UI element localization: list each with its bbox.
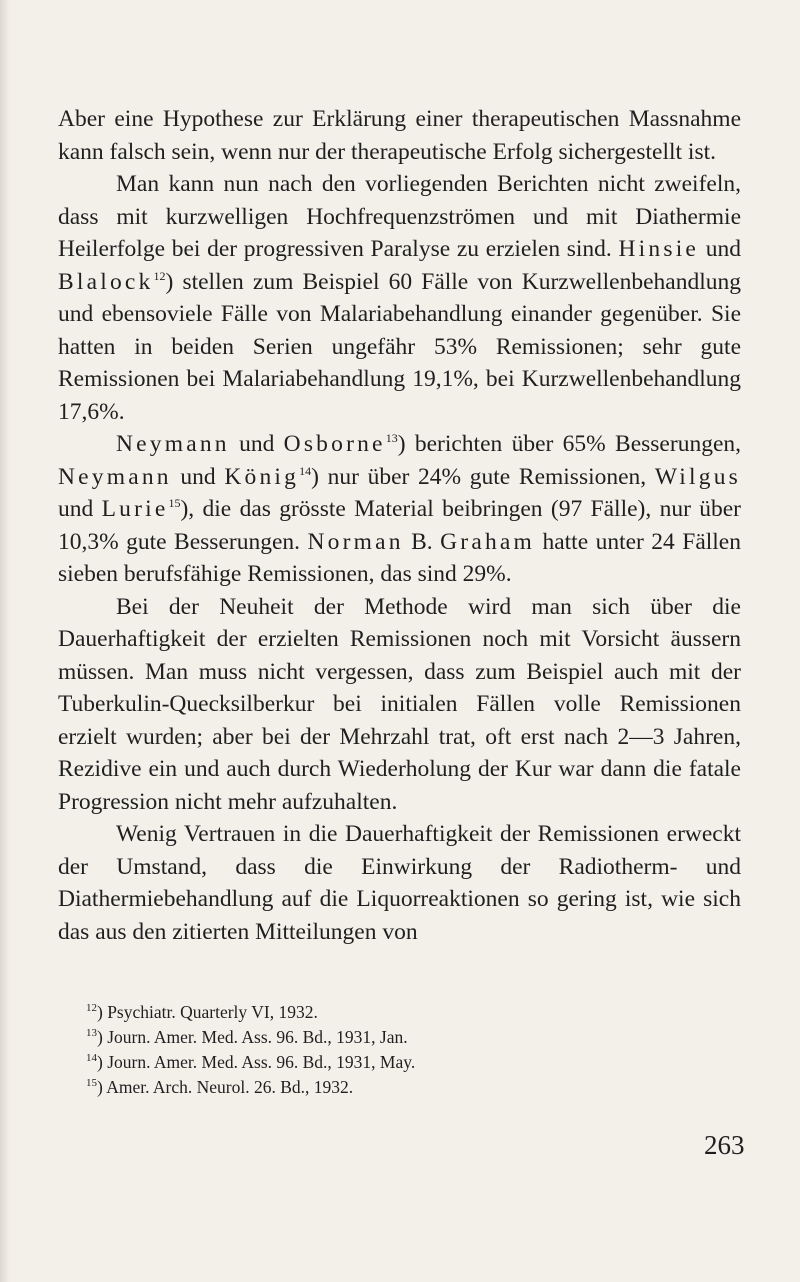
- footnote: [86, 1000, 726, 1025]
- author-name: Wilgus: [654, 463, 742, 490]
- footnote: [86, 1025, 726, 1050]
- text-run: ) berichten über 65% Besserungen,: [397, 431, 741, 457]
- paragraph: [58, 428, 741, 591]
- footnote-reference: 14: [299, 463, 312, 478]
- text-run: Bei der Neuheit der Methode wird man sich über die Dauerhaftigkeit der erzielten Remissionen noch mit Vorsicht äussern müssen. Man muss nicht vergessen, dass zum Beispiel auch mit der Tuberkulin-Quecksilberkur bei initialen Fällen volle Remissionen erzielt wurden; aber bei der Mehrzahl trat, oft erst nach 2—3 Jahren, Rezidive ein und auch durch Wiederholung der Kur war dann die fatale Progression nicht mehr aufzuhalten.: [58, 593, 741, 815]
- text-run: und: [229, 431, 284, 457]
- text-run: ) nur über 24% gute Remissionen,: [311, 463, 655, 490]
- footnote-reference: 15: [168, 496, 181, 511]
- text-run: Aber eine Hypothese zur Erklärung einer therapeutischen Massnahme kann falsch sein, wenn nur der therapeutische Erfolg sichergestellt ist.: [58, 106, 741, 165]
- text-run: und: [171, 463, 225, 490]
- footnote-number: 14: [86, 1052, 97, 1065]
- text-run: Wenig Vertrauen in die Dauerhaftigkeit der Remissionen erweckt der Umstand, dass die Einwirkung der Radiotherm- und Diathermiebehandlung auf die Liquorreaktionen so gering ist, wie sich das aus den zitierten Mitteilungen von: [58, 821, 741, 945]
- footnote-number: 12: [86, 1002, 97, 1015]
- footnote-number: 15: [86, 1077, 97, 1090]
- text-run: Man kann nun nach den vorliegenden Berichten nicht zweifeln, dass mit kurzwelligen Hochfrequenzströmen und mit Diathermie Heilerfolge bei der progressiven Paralyse zu erzielen sind.: [58, 171, 741, 262]
- footnotes: [86, 1000, 726, 1100]
- paragraph: [58, 168, 741, 428]
- footnote-text: ) Psychiatr. Quarterly VI, 1932.: [97, 1002, 318, 1022]
- footnote-text: ) Journ. Amer. Med. Ass. 96. Bd., 1931, May.: [97, 1052, 416, 1072]
- author-name: Graham: [440, 528, 536, 555]
- author-name: Lurie: [101, 496, 169, 522]
- page-number: 263: [704, 1130, 745, 1160]
- footnote-text: ) Journ. Amer. Med. Ass. 96. Bd., 1931, Jan.: [97, 1027, 408, 1047]
- footnote-number: 13: [86, 1027, 97, 1040]
- text-run: hatte unter 24 Fällen sieben berufsfähige Remissionen, das sind 29%.: [58, 528, 741, 587]
- text-run: ) stellen zum Beispiel 60 Fälle von Kurzwellenbehandlung und ebensoviele Fälle von Malariabehandlung einander gegenüber. Sie hatten in beiden Serien ungefähr 53% Remissionen; sehr gute Remissionen bei Malariabehandlung 19,1%, bei Kurzwellenbehandlung 17,6%.: [58, 268, 741, 425]
- author-name: Neymann: [58, 463, 172, 490]
- page-gutter-shadow: [0, 0, 10, 1282]
- footnote-reference: 12: [153, 268, 166, 283]
- text-run: und: [58, 496, 102, 522]
- author-name: Hinsie: [618, 236, 700, 262]
- author-name: Neymann: [116, 431, 230, 457]
- main-text: [58, 103, 741, 948]
- text-run: und: [699, 236, 741, 262]
- paragraph: [58, 818, 741, 948]
- footnote-text: ) Amer. Arch. Neurol. 26. Bd., 1932.: [97, 1077, 354, 1097]
- author-name: Osborne: [283, 431, 386, 457]
- footnote: [86, 1050, 726, 1075]
- paragraph: [58, 103, 741, 168]
- footnote: [86, 1075, 726, 1100]
- text-run: B.: [403, 528, 441, 555]
- paragraph: [58, 591, 741, 819]
- text-run: ), die das grösste Material beibringen (97 Fälle), nur über 10,3% gute Besserungen.: [58, 496, 741, 555]
- author-name: Blalock: [58, 268, 154, 295]
- author-name: Norman: [307, 528, 404, 555]
- author-name: König: [224, 463, 300, 490]
- footnote-reference: 13: [385, 431, 398, 446]
